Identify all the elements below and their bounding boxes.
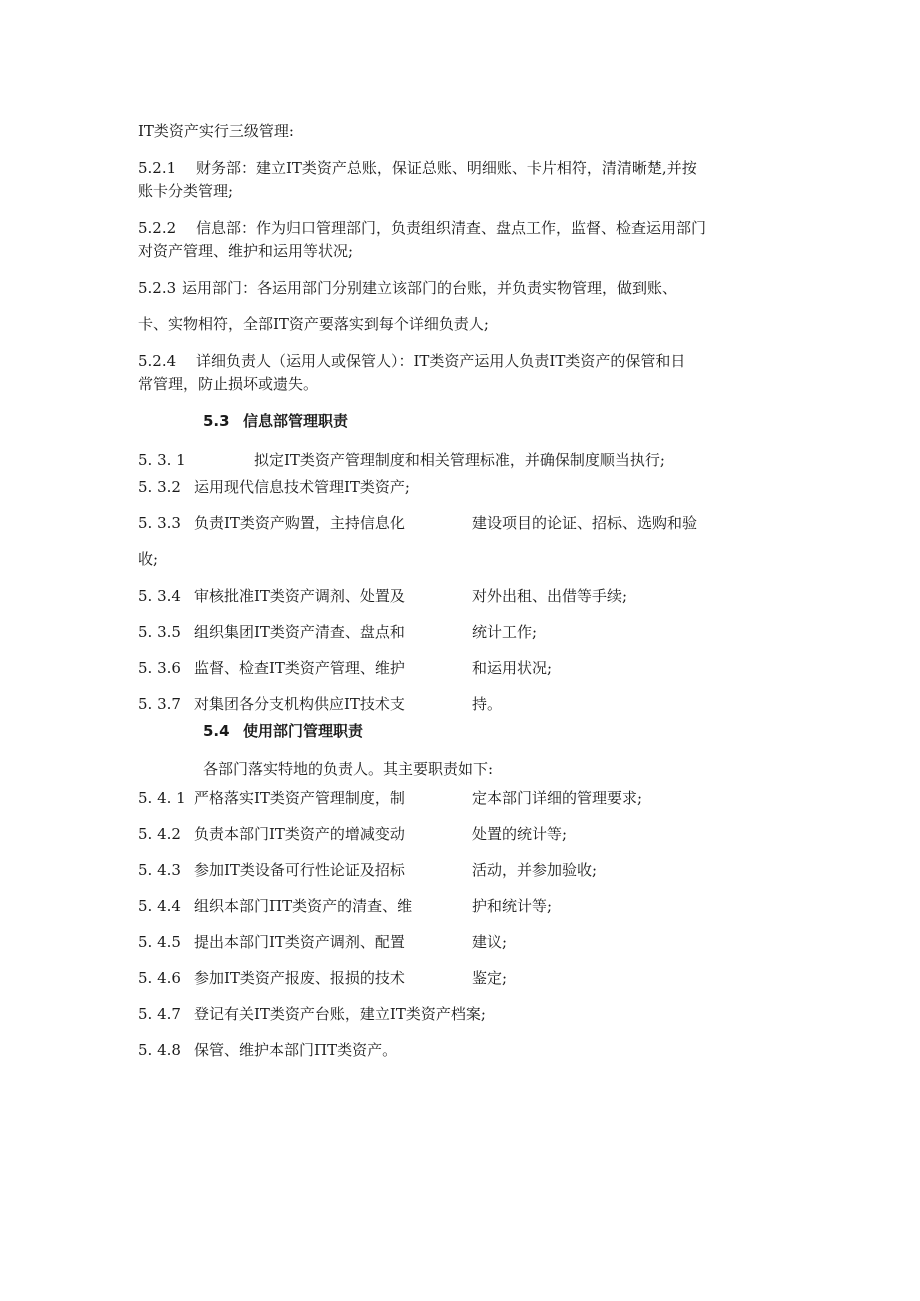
item-text: 信息部：作为归口管理部门，负责组织清查、盘点工作，监督、检查运用部门	[196, 219, 707, 237]
item-5-3-3	[138, 512, 405, 534]
item-5-4-1-right: 定本部门详细的管理要求;	[472, 789, 643, 807]
item-5-4-6	[138, 967, 405, 989]
item-text: 运用现代信息技术管理IT类资产;	[194, 478, 410, 496]
item-text: 审核批准IT类资产调剂、处置及	[194, 587, 405, 605]
item-5-4-8	[138, 1039, 397, 1061]
item-5-3-1	[138, 449, 665, 471]
item-text: 登记有关IT类资产台账，建立IT类资产档案;	[194, 1005, 486, 1023]
item-5-4-2	[138, 823, 405, 845]
item-number: 5.2.4	[138, 352, 177, 370]
item-number: 5. 3.6	[138, 659, 181, 677]
section-5-4-intro: 各部门落实特地的负责人。其主要职责如下:	[203, 760, 494, 778]
intro-text: IT类资产实行三级管理:	[138, 122, 294, 140]
item-5-4-4-right: 护和统计等;	[472, 897, 553, 915]
item-5-3-5-right: 统计工作;	[472, 623, 538, 641]
item-5-4-4	[138, 895, 412, 917]
item-number: 5. 3.7	[138, 695, 181, 713]
item-text: 参加IT类设备可行性论证及招标	[194, 861, 405, 879]
item-5-4-3	[138, 859, 405, 881]
item-number: 5. 3.5	[138, 623, 181, 641]
section-heading-5-3	[203, 410, 348, 432]
item-5-3-4	[138, 585, 405, 607]
item-5-3-7	[138, 693, 405, 715]
item-5-2-1-continued: 账卡分类管理;	[138, 182, 234, 200]
item-text: 财务部：建立IT类资产总账，保证总账、明细账、卡片相符，清清晰楚,并按	[196, 159, 697, 177]
item-number: 5. 3.3	[138, 514, 181, 532]
item-text: 负责本部门IT类资产的增减变动	[194, 825, 405, 843]
item-5-4-1	[138, 787, 405, 809]
item-5-3-3-right: 建设项目的论证、招标、选购和验	[472, 514, 698, 532]
item-5-2-4-continued: 常管理，防止损坏或遗失。	[138, 375, 319, 393]
item-text: 组织集团IT类资产清查、盘点和	[194, 623, 405, 641]
item-number: 5. 4. 1	[138, 789, 186, 807]
item-number: 5. 3.2	[138, 478, 181, 496]
item-text: 详细负责人（运用人或保管人）：IT类资产运用人负责IT类资产的保管和日	[196, 352, 686, 370]
item-5-2-3-continued: 卡、实物相符，全部IT资产要落实到每个详细负责人;	[138, 315, 489, 333]
item-5-4-7	[138, 1003, 486, 1025]
item-5-4-2-right: 处置的统计等;	[472, 825, 568, 843]
item-5-4-6-right: 鉴定;	[472, 969, 508, 987]
section-heading-5-4	[203, 720, 363, 742]
item-text: 运用部门：各运用部门分别建立该部门的台账，并负责实物管理，做到账、	[182, 279, 678, 297]
item-text: 提出本部门IT类资产调剂、配置	[194, 933, 405, 951]
item-number: 5. 4.2	[138, 825, 181, 843]
heading-title: 信息部管理职责	[243, 412, 349, 430]
item-text: 严格落实IT类资产管理制度，制	[194, 789, 405, 807]
item-5-3-6	[138, 657, 405, 679]
heading-number: 5.3	[203, 412, 230, 430]
item-text: 组织本部门ΠT类资产的清查、维	[194, 897, 413, 915]
heading-number: 5.4	[203, 722, 230, 740]
item-text: 负责IT类资产购置，主持信息化	[194, 514, 405, 532]
item-number: 5.2.2	[138, 219, 177, 237]
item-text: 拟定IT类资产管理制度和相关管理标准，并确保制度顺当执行;	[254, 451, 665, 469]
item-number: 5. 3.4	[138, 587, 181, 605]
item-5-2-2-continued: 对资产管理、维护和运用等状况;	[138, 242, 354, 260]
item-number: 5. 4.4	[138, 897, 181, 915]
item-5-3-3-continued: 收;	[138, 550, 159, 568]
item-5-3-6-right: 和运用状况;	[472, 659, 553, 677]
item-number: 5. 4.6	[138, 969, 181, 987]
item-5-4-5-right: 建议;	[472, 933, 508, 951]
item-5-4-5	[138, 931, 405, 953]
item-5-3-7-right: 持。	[472, 695, 503, 713]
item-number: 5. 3. 1	[138, 451, 186, 469]
heading-title: 使用部门管理职责	[243, 722, 364, 740]
item-text: 参加IT类资产报废、报损的技术	[194, 969, 405, 987]
item-5-2-3	[138, 277, 677, 299]
item-5-3-5	[138, 621, 405, 643]
item-text: 保管、维护本部门ΠT类资产。	[194, 1041, 398, 1059]
item-5-2-4	[138, 350, 685, 372]
item-number: 5. 4.8	[138, 1041, 181, 1059]
item-5-4-3-right: 活动，并参加验收;	[472, 861, 598, 879]
item-5-3-4-right: 对外出租、出借等手续;	[472, 587, 628, 605]
item-5-3-2	[138, 476, 410, 498]
item-5-2-2	[138, 217, 706, 239]
item-text: 对集团各分支机构供应IT技术支	[194, 695, 405, 713]
item-text: 监督、检查IT类资产管理、维护	[194, 659, 405, 677]
item-number: 5. 4.7	[138, 1005, 181, 1023]
item-number: 5. 4.5	[138, 933, 181, 951]
item-5-2-1	[138, 157, 697, 179]
item-number: 5.2.1	[138, 159, 177, 177]
item-number: 5.2.3	[138, 279, 177, 297]
item-number: 5. 4.3	[138, 861, 181, 879]
